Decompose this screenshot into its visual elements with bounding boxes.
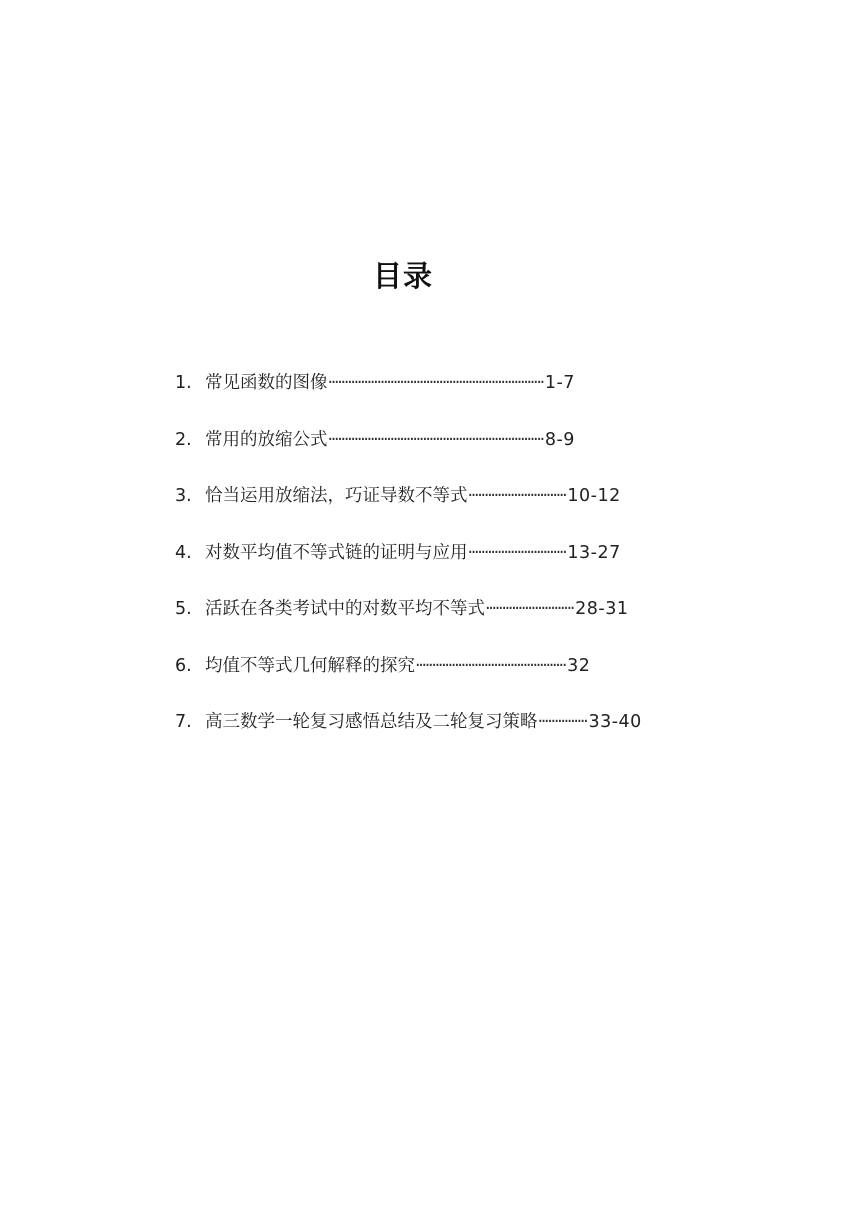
- toc-entry-number: 6.: [175, 655, 192, 676]
- toc-dot-leader: ···············: [537, 712, 587, 732]
- toc-entry-label: 高三数学一轮复习感悟总结及二轮复习策略: [205, 712, 538, 732]
- toc-entry-number: 7.: [175, 712, 192, 732]
- toc-entry-pages: 8-9: [544, 429, 575, 450]
- toc-entry-label: 活跃在各类考试中的对数平均不等式: [205, 599, 485, 619]
- toc-entry-label: 常用的放缩公式: [205, 429, 328, 450]
- toc-entry[interactable]: [175, 538, 735, 595]
- toc-entry-pages: 32: [567, 655, 591, 676]
- toc-entry-number: 1.: [175, 373, 192, 393]
- toc-entry-pages: 13-27: [567, 542, 621, 563]
- toc-entry-label: 常见函数的图像: [205, 373, 328, 393]
- toc-dot-leader: ···························: [485, 599, 574, 619]
- toc-entry-number: 4.: [175, 542, 192, 563]
- table-of-contents: [175, 368, 735, 764]
- toc-entry-pages: 10-12: [567, 486, 621, 506]
- toc-entry-label: 均值不等式几何解释的探究: [205, 655, 415, 676]
- toc-entry-pages: 28-31: [575, 599, 629, 619]
- toc-entry-number: 3.: [175, 486, 192, 506]
- toc-entry[interactable]: [175, 368, 735, 425]
- toc-entry[interactable]: [175, 594, 735, 651]
- toc-entry[interactable]: [175, 425, 735, 482]
- toc-dot-leader: ··································································: [327, 373, 543, 393]
- toc-dot-leader: ······························: [467, 542, 566, 563]
- toc-entry[interactable]: [175, 707, 735, 764]
- toc-entry[interactable]: [175, 651, 735, 708]
- toc-entry-number: 5.: [175, 599, 192, 619]
- toc-entry-label: 恰当运用放缩法，巧证导数不等式: [205, 486, 468, 506]
- toc-entry-number: 2.: [175, 429, 192, 450]
- toc-dot-leader: ··································································: [327, 429, 543, 450]
- toc-dot-leader: ··············································: [415, 655, 566, 676]
- toc-entry-pages: 1-7: [544, 373, 575, 393]
- toc-dot-leader: ······························: [467, 486, 566, 506]
- toc-entry[interactable]: [175, 481, 735, 538]
- page-title: 目录: [372, 259, 433, 293]
- toc-entry-label: 对数平均值不等式链的证明与应用: [205, 542, 468, 563]
- toc-entry-pages: 33-40: [588, 712, 642, 732]
